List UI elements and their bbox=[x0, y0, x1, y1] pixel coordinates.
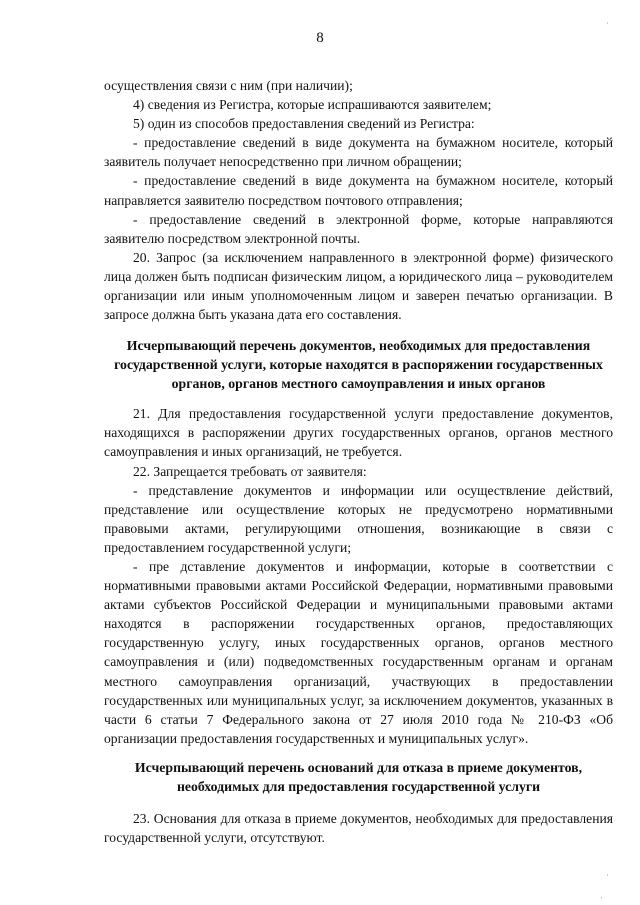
document-body bbox=[104, 76, 613, 847]
paragraph: 5) один из способов предоставления сведений из Регистра: bbox=[133, 116, 475, 132]
scan-mark: · bbox=[600, 893, 603, 903]
section-heading: Исчерпывающий перечень оснований для отказа в приеме документов, необходимых для предоставления государственной услуги bbox=[134, 759, 583, 794]
paragraph: - пре дставление документов и информации, которые в соответствии с нормативными правовыми актами Российской Федерации, нормативными правовыми актами субъектов Российской Федерации и муниципальными правовыми актами находятся в распоряжении государственных органов, предоставляющих государственную услугу, иных государственных органов, органов местного самоуправления и (или) подведомственных государственным органам и органам местного самоуправления организаций, участвующих в предоставлении государственных или муниципальных услуг, за исключением документов, указанных в части 6 статьи 7 Федерального закона от 27 июля 2010 года № 210-ФЗ «Об организации предоставления государственных и муниципальных услуг». bbox=[104, 558, 613, 746]
paragraph: осуществления связи с ним (при наличии); bbox=[104, 78, 353, 93]
scan-mark: · bbox=[606, 18, 609, 28]
paragraph: - предоставление сведений в электронной форме, которые направляются заявителю посредством электронной почты. bbox=[104, 211, 613, 246]
paragraph: - предоставление сведений в виде документа на бумажном носителе, который направляется заявителю посредством почтового отправления; bbox=[104, 173, 613, 208]
paragraph: 23. Основания для отказа в приеме документов, необходимых для предоставления государственной услуги, отсутствуют. bbox=[104, 810, 613, 845]
section-heading: Исчерпывающий перечень документов, необходимых для предоставления государственной услуги, которые находятся в распоряжении государственных органов, органов местного самоуправления и иных органов bbox=[114, 338, 603, 392]
paragraphs-top bbox=[104, 76, 613, 324]
paragraph: 20. Запрос (за исключением направленного в электронной форме) физического лица должен быть подписан физическим лицом, а юридического лица – руководителем организации или иным уполномоченным лицом и заверен печатью организации. В запросе должна быть указана дата его составления. bbox=[104, 249, 613, 323]
paragraph: 21. Для предоставления государственной услуги предоставление документов, находящихся в распоряжении других государственных органов, органов местного самоуправления и иных организаций, не требуется. bbox=[104, 406, 613, 460]
paragraphs-mid bbox=[104, 404, 613, 748]
scan-mark: · bbox=[606, 870, 609, 880]
paragraph: - предоставление сведений в виде документа на бумажном носителе, который заявитель получает непосредственно при личном обращении; bbox=[104, 135, 613, 170]
paragraphs-bottom bbox=[104, 809, 613, 847]
paragraph: 22. Запрещается требовать от заявителя: bbox=[133, 463, 367, 479]
paragraph: 4) сведения из Регистра, которые испрашиваются заявителем; bbox=[133, 97, 492, 113]
page-number: 8 bbox=[316, 30, 324, 46]
paragraph: - представление документов и информации или осуществление действий, представление или осуществление которых не предусмотрено нормативными правовыми актами, регулирующими отношения, возникающие в связи с предоставлением государственной услуги; bbox=[104, 482, 613, 555]
